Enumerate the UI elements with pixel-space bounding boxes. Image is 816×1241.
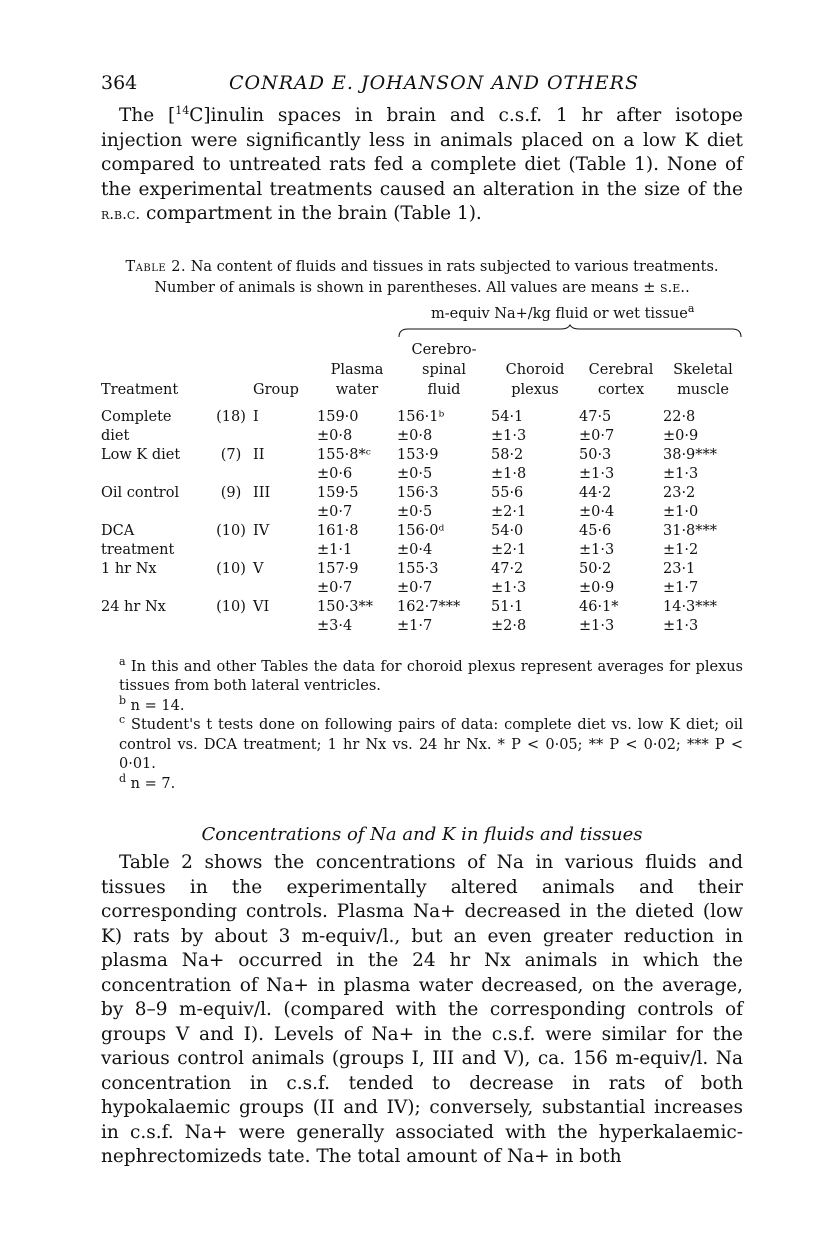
section-heading: Concentrations of Na and K in fluids and tissues (201, 824, 643, 846)
table-cell (209, 617, 253, 636)
table-cell: ±0·5 (397, 465, 433, 482)
running-head (101, 72, 743, 100)
table-cell: ±0·9 (663, 427, 699, 444)
table-cell: 38·9*** (663, 446, 718, 463)
footnote-c: $^c$ Student's t tests done on following pairs of data: complete diet vs. low K diet; oil control vs. DCA treatment; 1 hr Nx vs. 24 hr Nx. * P < 0·05; ** P < 0·02; *** P < 0·01. (119, 713, 743, 773)
table-cell: ±1·3 (579, 617, 615, 634)
table-cell: 45·6 (579, 522, 612, 539)
table-cell: ±0·7 (317, 503, 353, 520)
spanner-label: m-equiv Na+/kg fluid or wet tissue (431, 305, 688, 322)
table-cell: 150·3** (317, 598, 374, 615)
table-cell: V (253, 560, 264, 577)
table-cell: ±0·4 (579, 503, 615, 520)
table-cell: 50·2 (579, 560, 612, 577)
table-cell: ±2·1 (491, 503, 527, 520)
table-cell: 159·5 (317, 484, 359, 501)
table-row-se (101, 503, 743, 522)
table-cell (101, 465, 209, 484)
header-treatment: Treatment (101, 381, 179, 398)
table-cell: ±1·0 (663, 503, 699, 520)
table-cell (101, 579, 209, 598)
table-row-se (101, 427, 743, 446)
header-csf: Cerebro- spinal fluid (411, 341, 477, 398)
running-head-authors: CONRAD E. JOHANSON AND OTHERS (229, 72, 639, 94)
section-paragraph: Table 2 shows the concentrations of Na in various fluids and tissues in the experimentally altered animals and their corresponding controls. Plasma Na+ decreased in the dieted (low K) rats by about 3 m-equiv/l., but an even greater reduction in plasma Na+ occurred in the 24 hr Nx animals in which the concentration of Na+ in plasma water decreased, on the average, by 8–9 m-equiv/l. (compared with the corresponding controls of groups V and I). Levels of Na+ in the c.s.f. were similar for the various control animals (groups I, III and V), ca. 156 m-equiv/l. Na concentration in c.s.f. tended to decrease in rats of both hypokalaemic groups (II and IV); conversely, substantial increases in c.s.f. Na+ were generally associated with the hyperkalaemic-nephrectomizeds tate. The total amount of Na+ in both (101, 852, 743, 1168)
table-2 (101, 304, 743, 636)
table-cell (209, 503, 253, 522)
table-cell: ±0·8 (397, 427, 433, 444)
table-cell: 156·0ᵈ (397, 522, 445, 539)
table-cell: 14·3*** (663, 598, 718, 615)
page-number: 364 (101, 72, 138, 94)
table-cell: 54·1 (491, 408, 524, 425)
table-cell: 50·3 (579, 446, 612, 463)
table-row-mean (101, 484, 743, 503)
table-cell: (10) (216, 560, 246, 577)
table-cell: ±0·7 (397, 579, 433, 596)
table-cell: 55·6 (491, 484, 524, 501)
table-cell: ±1·8 (491, 465, 527, 482)
table-cell: 162·7*** (397, 598, 461, 615)
table-cell: ±0·6 (317, 465, 353, 482)
table-cell: 46·1* (579, 598, 619, 615)
table-cell: (10) (216, 598, 246, 615)
table-cell: 23·1 (663, 560, 696, 577)
table-cell: 155·8*ᶜ (317, 446, 371, 463)
table-cell: ±1·7 (397, 617, 433, 634)
table-cell: ±0·4 (397, 541, 433, 558)
table-cell: Complete (101, 408, 172, 425)
table-footnotes (101, 655, 743, 795)
table-cell: ±1·2 (663, 541, 699, 558)
table-label: Table 2. (125, 258, 187, 275)
header-muscle: Skeletal muscle (673, 361, 733, 398)
table-cell: ±0·7 (317, 579, 353, 596)
table-cell: 44·2 (579, 484, 612, 501)
table-cell: ±1·3 (579, 541, 615, 558)
table-cell (209, 465, 253, 484)
table-cell (101, 617, 209, 636)
table-cell: 157·9 (317, 560, 359, 577)
table-cell: VI (253, 598, 270, 615)
table-cell: Oil control (101, 484, 180, 501)
table-cell: ±1·7 (663, 579, 699, 596)
table-cell (253, 617, 317, 636)
spanner-brace (398, 324, 743, 338)
footnote-d: $^d$ n = 7. (119, 772, 176, 792)
table-cell: 54·0 (491, 522, 524, 539)
table-row-se (101, 579, 743, 598)
table-row-se (101, 541, 743, 560)
table-cell: ±1·3 (491, 427, 527, 444)
table-cell: ±3·4 (317, 617, 353, 634)
table-cell (209, 541, 253, 560)
table-cell: DCA (101, 522, 135, 539)
table-caption: Table 2. Na content of fluids and tissues in rats subjected to various treatments. Number of animals is shown in parentheses. All values are means ± s.e.. (125, 258, 719, 296)
table-cell: ±1·3 (663, 617, 699, 634)
table-cell: 153·9 (397, 446, 439, 463)
header-cortex: Cerebral cortex (588, 361, 654, 398)
table-cell: ±1·3 (663, 465, 699, 482)
table-cell: 156·3 (397, 484, 439, 501)
table-cell: ±2·8 (491, 617, 527, 634)
table-cell (253, 465, 317, 484)
table-row-mean (101, 446, 743, 465)
table-cell (253, 579, 317, 598)
table-cell (253, 541, 317, 560)
table-cell: ±0·8 (317, 427, 353, 444)
header-plasma: Plasma water (330, 361, 384, 398)
table-cell: 156·1ᵇ (397, 408, 445, 425)
table-row-se (101, 465, 743, 484)
table-cell: ±0·9 (579, 579, 615, 596)
table-cell: 47·2 (491, 560, 524, 577)
table-cell: diet (101, 427, 130, 444)
table-cell: 24 hr Nx (101, 598, 166, 615)
table-cell: 155·3 (397, 560, 439, 577)
table-cell: 51·1 (491, 598, 524, 615)
table-cell: I (253, 408, 259, 425)
table-row-mean (101, 560, 743, 579)
header-row (101, 340, 743, 408)
table-cell: Low K diet (101, 446, 181, 463)
table-row-mean (101, 598, 743, 617)
table-cell (209, 427, 253, 446)
table-cell: 58·2 (491, 446, 524, 463)
table-row-mean (101, 522, 743, 541)
table-cell: (9) (220, 484, 242, 501)
table-cell: II (253, 446, 265, 463)
table-cell: (10) (216, 522, 246, 539)
table-cell: IV (253, 522, 270, 539)
table-cell: ±1·3 (579, 465, 615, 482)
table-cell: (18) (216, 408, 246, 425)
table-cell: 159·0 (317, 408, 359, 425)
table-cell: (7) (220, 446, 242, 463)
table-cell: treatment (101, 541, 175, 558)
table-cell: III (253, 484, 271, 501)
table-body (101, 408, 743, 636)
table-cell: ±2·1 (491, 541, 527, 558)
table-cell: ±1·1 (317, 541, 353, 558)
table-cell: ±0·7 (579, 427, 615, 444)
table-cell (101, 503, 209, 522)
table-cell (253, 503, 317, 522)
table-cell: ±1·3 (491, 579, 527, 596)
header-group: Group (253, 381, 299, 398)
table-cell (253, 427, 317, 446)
table-cell: ±0·5 (397, 503, 433, 520)
header-choroid: Choroid plexus (505, 361, 565, 398)
table-row-se (101, 617, 743, 636)
table-cell: 1 hr Nx (101, 560, 157, 577)
footnote-b: $^b$ n = 14. (119, 694, 185, 714)
na-content-table (101, 340, 743, 636)
table-cell: 22·8 (663, 408, 696, 425)
footnote-a: $^a$ In this and other Tables the data for choroid plexus represent averages for plexus tissues from both lateral ventricles. (119, 655, 743, 695)
table-row-mean (101, 408, 743, 427)
journal-page (101, 72, 743, 1188)
table-cell: 161·8 (317, 522, 359, 539)
table-cell: 47·5 (579, 408, 612, 425)
table-cell: 23·2 (663, 484, 696, 501)
intro-paragraph: The [$^{14}$C]inulin spaces in brain and c.s.f. 1 hr after isotope injection were significantly less in animals placed on a low K diet compared to untreated rats fed a complete diet (Table 1). None of the experimental treatments caused an alteration in the size of the r.b.c. compartment in the brain (Table 1). (101, 103, 743, 225)
table-cell: 31·8*** (663, 522, 718, 539)
column-spanner: m-equiv Na+/kg fluid or wet tissue$^a$ (101, 304, 743, 340)
table-cell (209, 579, 253, 598)
